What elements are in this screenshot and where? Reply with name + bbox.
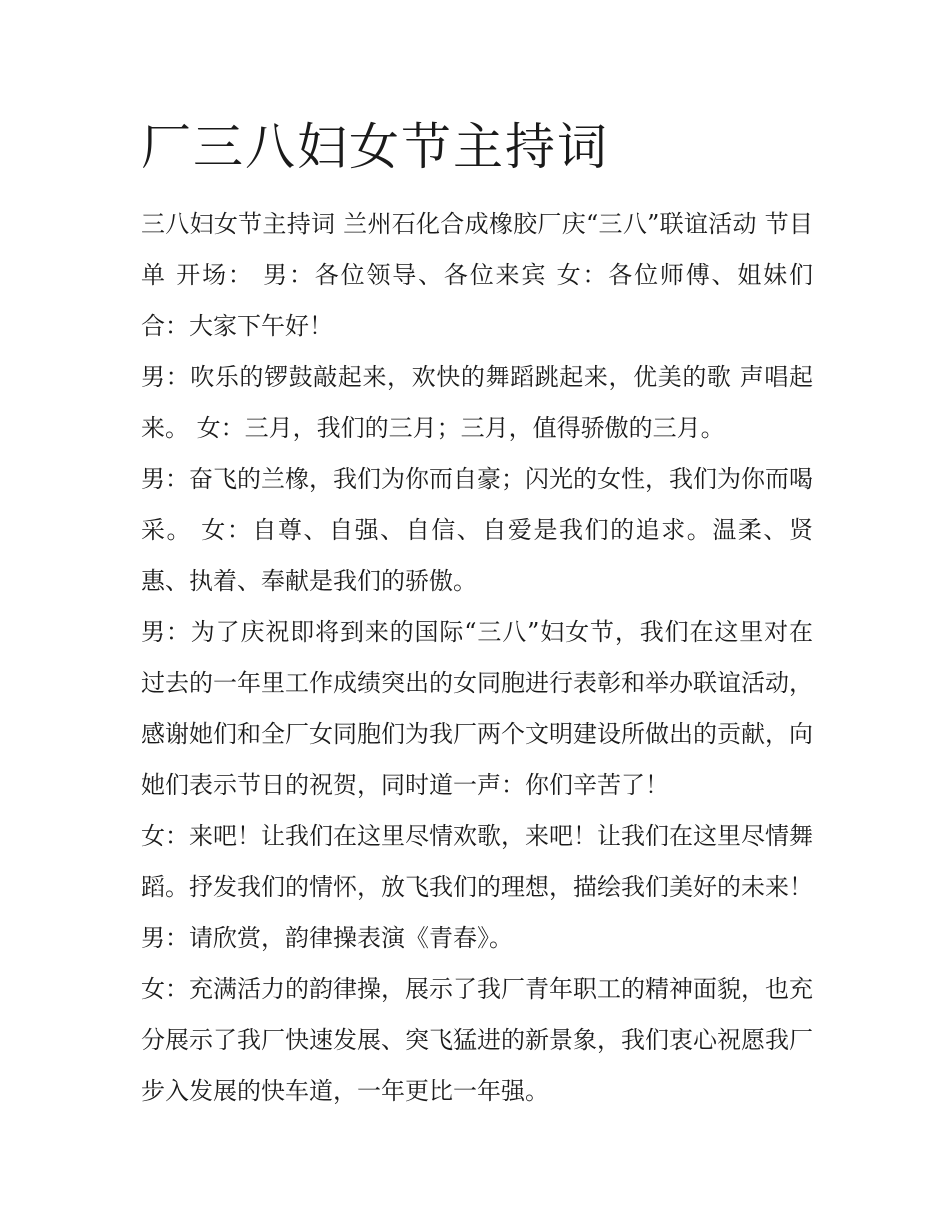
document-title: 厂三八妇女节主持词 [141, 118, 609, 176]
paragraph-closing: 女：充满活力的韵律操，展示了我厂青年职工的精神面貌，也充分展示了我厂快速发展、突飞猛进的新景象，我们衷心祝愿我厂步入发展的快车道，一年更比一年强。 [141, 975, 813, 1105]
paragraph-dance: 女：来吧！让我们在这里尽情欢歌，来吧！让我们在这里尽情舞蹈。抒发我们的情怀，放飞我们的理想，描绘我们美好的未来！ 男：请欣赏，韵律操表演《青春》。 [141, 822, 813, 952]
paragraph-drums: 男：吹乐的锣鼓敲起来，欢快的舞蹈跳起来，优美的歌 声唱起来。 女：三月，我们的三月；三月，值得骄傲的三月。 [141, 363, 813, 442]
paragraph-opening: 三八妇女节主持词 兰州石化合成橡胶厂庆“三八”联谊活动 节目单 开场： 男：各位领导、各位来宾 女：各位师傅、姐妹们 合：大家下午好！ [141, 210, 813, 340]
document-body [141, 199, 813, 1117]
paragraph-pride: 男：奋飞的兰橡，我们为你而自豪；闪光的女性，我们为你而喝采。 女：自尊、自强、自信、自爱是我们的追求。温柔、贤惠、执着、奉献是我们的骄傲。 [141, 465, 813, 595]
paragraph-celebration: 男：为了庆祝即将到来的国际“三八”妇女节，我们在这里对在过去的一年里工作成绩突出的女同胞进行表彰和举办联谊活动，感谢她们和全厂女同胞们为我厂两个文明建设所做出的贡献，向她们表示节日的祝贺，同时道一声：你们辛苦了！ [141, 618, 813, 799]
